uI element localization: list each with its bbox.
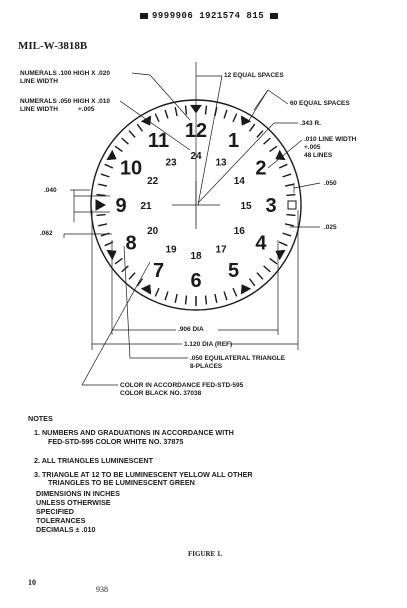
dimension-050: .050	[324, 180, 337, 187]
figure-label: FIGURE 1.	[188, 550, 223, 558]
graduation-tick	[206, 296, 207, 305]
graduation-tick	[186, 296, 187, 305]
graduation-tick	[264, 266, 271, 272]
graduation-tick	[285, 184, 294, 186]
graduation-tick	[264, 138, 271, 144]
callout-color: COLOR IN ACCORDANCE FED-STD-595 COLOR BLACK NO. 37038	[120, 382, 244, 397]
dial-triangle	[107, 150, 117, 160]
inner-hour-numeral: 19	[165, 244, 177, 256]
standard-number: MIL-W-3818B	[18, 40, 88, 52]
callout-60-equal-spaces: 60 EQUAL SPACES	[290, 100, 350, 107]
graduation-tick	[115, 258, 122, 263]
inner-hour-numeral: 21	[140, 201, 152, 212]
callout-line-width: .010 LINE WIDTH +.005 48 LINES	[304, 136, 357, 159]
inner-hour-numeral: 24	[190, 151, 202, 162]
graduation-tick	[97, 215, 106, 216]
marker-square-3	[288, 201, 296, 209]
inner-hour-numeral: 13	[215, 157, 227, 169]
hour-numeral: 10	[119, 157, 143, 180]
graduation-tick	[287, 195, 296, 196]
inner-hour-numeral: 16	[233, 226, 245, 237]
graduation-tick	[233, 288, 237, 296]
graduation-tick	[155, 114, 159, 122]
page-code: 938	[96, 585, 108, 594]
dial-triangle	[107, 250, 117, 260]
page-number: 10	[28, 578, 36, 587]
graduation-tick	[257, 273, 263, 280]
graduation-tick	[175, 294, 177, 303]
dimension-025: .025	[324, 224, 337, 231]
inner-hour-numeral: 14	[233, 176, 245, 187]
graduation-tick	[165, 292, 168, 301]
inner-hour-numeral: 17	[215, 244, 227, 256]
graduation-tick	[249, 279, 254, 286]
note-1: 1. NUMBERS AND GRADUATIONS IN ACCORDANCE WITH FED-STD-595 COLOR WHITE NO. 37875	[34, 428, 234, 446]
graduation-tick	[101, 233, 110, 236]
dimension-040: .040	[44, 187, 57, 194]
hour-numeral: 9	[115, 195, 127, 217]
graduation-tick	[115, 146, 122, 151]
inner-hour-numeral: 20	[147, 226, 159, 237]
dimension-notes: DIMENSIONS IN INCHES UNLESS OTHERWISE SPECIFIED TOLERANCES DECIMALS ± .010	[36, 489, 120, 534]
callout-numerals-small: NUMERALS .050 HIGH X .010 LINE WIDTH	[20, 98, 110, 113]
callout-numerals-large: NUMERALS .100 HIGH X .020 LINE WIDTH	[20, 70, 110, 85]
graduation-tick	[155, 288, 159, 296]
graduation-tick	[105, 242, 113, 246]
inner-hour-numeral: 23	[165, 157, 177, 169]
dial-triangle	[241, 285, 251, 295]
dial-triangle	[141, 285, 151, 295]
graduation-tick	[175, 107, 177, 116]
hour-numeral: 11	[147, 130, 170, 153]
graduation-tick	[97, 195, 106, 196]
graduation-tick	[129, 131, 135, 138]
hour-numeral: 3	[265, 195, 277, 217]
notes-title: NOTES	[28, 414, 53, 423]
callout-triangle: .050 EQUILATERAL TRIANGLE 8-PLACES	[190, 355, 286, 370]
graduation-tick	[165, 110, 168, 119]
marker-arrow-9	[96, 200, 105, 210]
inner-hour-numeral: 22	[147, 176, 159, 187]
graduation-tick	[270, 146, 277, 151]
graduation-tick	[224, 292, 227, 301]
hour-numeral: 4	[255, 232, 267, 255]
dimension-1120-dia: 1.120 DIA (REF)	[184, 341, 233, 348]
graduation-tick	[287, 215, 296, 216]
dimension-906-dia: .906 DIA	[178, 326, 204, 333]
graduation-tick	[283, 174, 292, 177]
callout-12-equal-spaces: 12 EQUAL SPACES	[224, 72, 284, 79]
graduation-tick	[98, 224, 107, 226]
graduation-tick	[279, 164, 287, 168]
graduation-tick	[137, 124, 142, 131]
graduation-tick	[129, 273, 135, 280]
graduation-tick	[270, 258, 277, 263]
graduation-tick	[206, 106, 207, 115]
inner-hour-numeral: 15	[240, 201, 252, 212]
graduation-tick	[285, 224, 294, 226]
hour-numeral: 6	[190, 270, 202, 292]
graduation-tick	[249, 124, 254, 131]
graduation-tick	[98, 184, 107, 186]
hour-numeral: 12	[184, 120, 208, 142]
graduation-tick	[283, 233, 292, 236]
graduation-tick	[233, 114, 237, 122]
graduation-tick	[186, 106, 187, 115]
graduation-tick	[122, 138, 129, 144]
leader-lines	[64, 62, 320, 385]
graduation-tick	[101, 174, 110, 177]
hour-numeral: 1	[227, 130, 240, 153]
hour-numeral: 5	[227, 259, 240, 282]
note-3: 3. TRIANGLE AT 12 TO BE LUMINESCENT YELLOW ALL OTHER TRIANGLES TO BE LUMINESCENT GREEN	[34, 470, 253, 487]
dial-triangle	[276, 250, 286, 260]
header-code: 9999906 1921574 815	[152, 11, 265, 21]
graduation-tick	[257, 131, 263, 138]
hour-numeral: 7	[152, 259, 165, 282]
graduation-tick	[279, 242, 287, 246]
inner-hour-numeral: 18	[190, 251, 202, 262]
note-2: 2. ALL TRIANGLES LUMINESCENT	[34, 456, 153, 465]
dimension-062: .062	[40, 230, 53, 237]
graduation-tick	[224, 110, 227, 119]
graduation-tick	[215, 294, 217, 303]
callout-radius: .343 R.	[300, 120, 321, 127]
callout-numerals-small-tolerance: +.005	[78, 106, 95, 113]
hour-numeral: 2	[255, 157, 267, 180]
hour-numeral: 8	[125, 232, 137, 255]
graduation-tick	[105, 164, 113, 168]
